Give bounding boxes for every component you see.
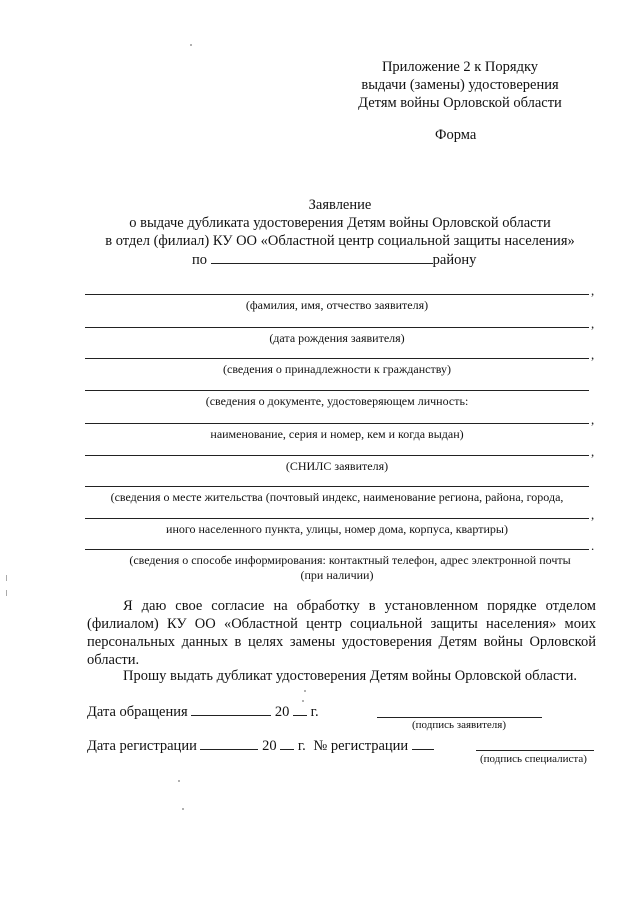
scan-speck — [304, 690, 306, 692]
applicant-signature-caption: (подпись заявителя) — [412, 719, 507, 731]
inform-line[interactable] — [85, 549, 589, 550]
id-doc-line[interactable] — [85, 390, 589, 391]
registration-year-prefix: 20 — [262, 738, 277, 754]
snils-caption: (СНИЛС заявителя) — [285, 459, 389, 473]
district-suffix: району — [432, 252, 477, 268]
appendix-header — [350, 58, 570, 112]
appendix-line-3: Детям войны Орловской области — [358, 95, 562, 111]
consent-paragraph: Я даю свое согласие на обработку в установленном порядке отделом (филиалом) КУ ОО «Областной центр социальной защиты населения» моих персональных данных в целях замены удостоверения Детям войны Орловской области. — [87, 598, 596, 668]
registration-number-label: № регистрации — [313, 738, 409, 754]
district-prefix: по — [192, 252, 208, 268]
residence-line-2[interactable] — [85, 518, 589, 519]
title-line-3: в отдел (филиал) КУ ОО «Областной центр социальной защиты населения» — [105, 233, 575, 249]
application-date-blank[interactable] — [191, 702, 271, 716]
scan-margin-mark — [6, 575, 7, 581]
birth-line[interactable] — [85, 327, 589, 328]
snils-line[interactable] — [85, 455, 589, 456]
id-doc-caption-2: наименование, серия и номер, кем и когда выдан) — [210, 427, 464, 441]
residence-line[interactable] — [85, 486, 589, 487]
form-label: Форма — [435, 127, 477, 143]
registration-row — [87, 736, 434, 755]
fio-line[interactable] — [85, 294, 589, 295]
fio-caption: (фамилия, имя, отчество заявителя) — [245, 298, 429, 312]
scan-speck — [190, 44, 192, 46]
application-date-label: Дата обращения — [87, 704, 188, 720]
inform-caption: (сведения о способе информирования: контактный телефон, адрес электронной почты — [129, 553, 571, 567]
birth-caption: (дата рождения заявителя) — [269, 331, 405, 345]
registration-date-blank[interactable] — [200, 736, 258, 750]
registration-year-suffix: г. — [297, 738, 306, 754]
request-paragraph: Прошу выдать дубликат удостоверения Детям войны Орловской области. — [123, 668, 578, 684]
scan-margin-mark — [6, 590, 7, 596]
registration-number-blank[interactable] — [412, 736, 434, 750]
appendix-line-1: Приложение 2 к Порядку — [381, 59, 539, 75]
district-blank[interactable] — [211, 250, 433, 264]
title-line-2: о выдаче дубликата удостоверения Детям войны Орловской области — [129, 215, 551, 231]
citizenship-line[interactable] — [85, 358, 589, 359]
id-doc-caption: (сведения о документе, удостоверяющем личность: — [205, 394, 469, 408]
citizenship-caption: (сведения о принадлежности к гражданству) — [223, 362, 451, 376]
residence-caption: (сведения о месте жительства (почтовый индекс, наименование региона, района, города, — [110, 490, 564, 504]
application-year-suffix: г. — [310, 704, 319, 720]
registration-date-label: Дата регистрации — [87, 738, 197, 754]
document-title: Заявление — [308, 197, 372, 213]
inform-caption-2: (при наличии) — [300, 568, 374, 582]
registration-year-blank[interactable] — [280, 736, 294, 750]
id-doc-line-2[interactable] — [85, 423, 589, 424]
application-date-row — [87, 702, 319, 721]
application-year-prefix: 20 — [274, 704, 290, 720]
district-line — [192, 250, 476, 269]
appendix-line-2: выдачи (замены) удостоверения — [361, 77, 559, 93]
residence-caption-2: иного населенного пункта, улицы, номер дома, корпуса, квартиры) — [166, 522, 508, 536]
scan-speck — [302, 700, 304, 702]
application-year-blank[interactable] — [293, 702, 307, 716]
specialist-signature-caption: (подпись специалиста) — [480, 753, 587, 765]
scan-speck — [182, 808, 184, 810]
specialist-signature-line[interactable] — [476, 750, 594, 751]
scan-speck — [178, 780, 180, 782]
